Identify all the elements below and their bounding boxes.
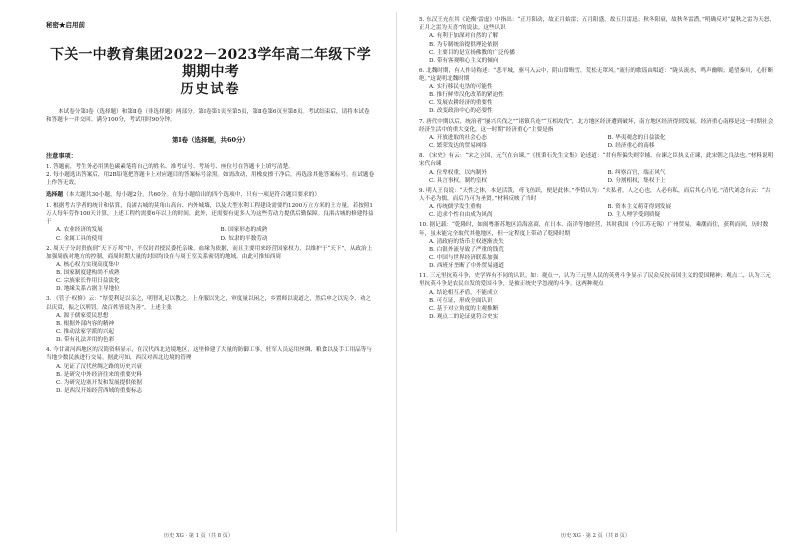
answer-option: B. 为专制统治提供理论依据: [429, 41, 499, 48]
answer-option: D. 奴隶的半数劳动: [220, 235, 268, 242]
answer-option: B. 资本主义萌芽得到发展: [607, 204, 672, 211]
answer-option: C. 为研究边塞开发和发展提供依据: [56, 379, 142, 386]
exam-intro: 本试卷分第Ⅰ卷（选择题）和第Ⅱ卷（非选择题）两部分。第Ⅰ卷第1页至第5页，第Ⅱ卷第6页至第8页。考试结束后，请将本试卷和答题卡一并交回。满分100分，考试用时90分钟。: [46, 109, 370, 124]
answer-option: D. 观点二的论证更符合史实: [429, 313, 499, 320]
answer-option: D. 西班牙垄断了中外贸易通道: [429, 263, 504, 270]
section-description: （本大题共30小题，每小题2分，共60分。在每小题给出的四个选项中，只有一项是符合题目要求的）: [63, 192, 321, 199]
question-item: [419, 187, 776, 220]
answer-option: A. 传统儒学发生重构: [429, 204, 482, 211]
answer-option: A. 位卑权重，以内制外: [429, 169, 487, 176]
answer-option: A. 源于儒家爱民思想: [56, 312, 109, 319]
answer-option: A. 实行移民屯垦的可能性: [429, 84, 493, 91]
answer-option: B. 纠察百官，端正风气: [607, 169, 666, 176]
answer-option: B. 华夷观念的日益淡化: [607, 134, 666, 141]
question-item: [46, 202, 375, 243]
notes-title: 注意事项：: [46, 152, 77, 160]
option-list: [419, 83, 776, 115]
question-item: [419, 221, 776, 270]
answer-option: C. 繁荣发达的贸易网络: [429, 143, 487, 150]
option-list: [419, 289, 776, 321]
answer-option: B. 国家制度建构尚不成熟: [56, 270, 120, 277]
option-list: [419, 134, 776, 150]
answer-option: C. 发展农耕经济的重要性: [429, 100, 493, 107]
question-list-right: [419, 16, 776, 321]
note-item: 2. 每小题选出答案后，用2B铅笔把答题卡上对应题目的答案标号涂黑。如需改动，用橡皮擦干净后，再选涂其他答案标号。在试题卷上作答无效。: [46, 172, 375, 187]
question-stem: 1. 根据考古学者的统计和估算，良渚古城的莫角山高台、内外城墙，以及大型水利工程建设需要约1200万立方米的土方量。若按照1万人每年劳作100天计算，上述工程约需要6年以上的时间。此外，还需要有更多人为这些劳动力提供后勤保障。良渚古城的修建得益于: [46, 202, 374, 226]
notes-block: [46, 151, 375, 188]
answer-option: B. 根据外部内容的精神: [56, 320, 115, 327]
question-stem: 2. 周天子分封贵族到“天下万邦”中，不仅封君授民委托亲缘，血缘为依据，而且主要用来经营国家权力，以维护于“天下”。从政治上加强周族对地方的控制，商周时期大量的封国均设在与周王室关系密切的地域。由此可推知西周: [46, 245, 373, 260]
answer-option: D. 是西汉开始经营西域的重要标志: [56, 387, 143, 394]
answer-option: C. 中国与世界经济联系加强: [429, 254, 499, 261]
answer-option: A. 有利于加深对自然的了解: [429, 33, 499, 40]
option-list: [419, 203, 776, 219]
option-list: [419, 238, 776, 270]
answer-option: B. 国家形态的成熟: [220, 227, 268, 234]
option-list: [46, 363, 375, 395]
question-stem: 9. 明人王良说：“天性之体，本是活泼，鸢飞鱼跃，便是此体。”李贽认为：“夫私者，人之心也，人必有私，而后其心乃见。”清代刘念台云：“古人不必为儒，而后乃可为圣贤。”材料反映了当时: [419, 187, 771, 202]
question-stem: 11. 三元里抗英斗争，史学界有不同的认识。如：观点一，认为三元里人民的英勇斗争显示了民众反抗帝国主义的爱国精神；观点二，认为三元里抗英斗争是农民自发的爱国斗争，是被正统史学忽视的斗争。这两种观点: [419, 273, 771, 288]
answer-option: A. 核心权力实现高度集中: [56, 262, 120, 269]
answer-option: B. 白银外流导致了严重的钱荒: [429, 246, 504, 253]
answer-option: C. 具言事权，制约皇权: [429, 177, 487, 184]
answer-option: A. 清政府的货币主权逐渐丧失: [429, 238, 504, 245]
answer-option: A. 农业经济的发展: [56, 227, 103, 234]
page-footer: 历史 XG · 第 2 页（共 8 页）: [560, 533, 631, 539]
answer-option: C. 推动法家学派的兴起: [56, 329, 114, 335]
note-item: 1. 答题前，考生务必用黑色碳素笔将自己的姓名、准考证号、考场号、座位号在答题卡上填写清楚。: [46, 163, 294, 170]
question-item: [419, 16, 776, 65]
question-stem: 7. 唐代中期以后，统治者“屡兴兵伐之”“诸镇兵连”“互相攻伐”，北方地区经济遭到破坏，南方地区经济得到发展，经济重心南移是这一时期社会经济生活中的重大变化，这一时期“经济重心”主要是指: [419, 118, 774, 133]
option-list: [46, 312, 375, 344]
answer-option: B. 可互证，形成全面认识: [429, 297, 493, 304]
answer-option: A. 结论相互矛盾，不能成立: [429, 289, 499, 296]
answer-option: C. 宗族家长作用日益淡化: [56, 278, 120, 285]
answer-option: A. 开放进取的社会心态: [429, 134, 487, 141]
exam-subtitle: 历史试卷: [180, 82, 241, 97]
answer-option: C. 金属工具的使用: [56, 235, 103, 242]
question-stem: 6. 北魏时期，有人作诗称述：“悲平城，驱马入云中，阴山常晦雪，荒松无罩风。”流行的歌谣由唱道：“陇头流水，鸣声幽咽；遥望秦川，心肝断绝。”这说明北魏时期: [419, 67, 774, 82]
answer-option: D. 经济重心的南移: [607, 143, 655, 150]
answer-option: D. 带有礼法并用的色彩: [56, 337, 115, 344]
secret-mark: 秘密★启用前: [46, 21, 85, 29]
question-stem: 4. 今甘肃河西地区的汉简资料显示，在汉代西北边境地区，这里修建了大量的防御工事，驻军人员运用丝绸、粮食以及手工用品等与当地少数民族进行交易。据此可知，西汉对西北边境的管理: [46, 347, 372, 362]
answer-option: C. 追求个性自由成为风尚: [429, 212, 493, 219]
option-list: [419, 169, 776, 185]
question-stem: 8. 《宋史》有云：“宋之立国，元气在台谏。”《扭秉石先生文集》论述道：“君有所偏失则宰辅、台谏之臣执义正谏，此宋朝之良法也。”材料说明宋代台谏: [419, 153, 774, 168]
question-item: [419, 272, 776, 321]
question-stem: 10. 据记载：“乾隆时，如闽粤浙苏地区沿海富商，在日本、南洋等地经营，其时我国（今江苏无锡）广州贸易，乘潮而往，获利而回，历时数年，虽未能完全取代其他地区，但一定程度上带动了乾隆时期: [419, 222, 769, 237]
question-item: [419, 67, 776, 116]
option-list: [419, 32, 776, 64]
section-label: 选择题: [46, 192, 64, 199]
section-heading: [46, 191, 375, 199]
page-footer: 历史 XG · 第 1 页（共 8 页）: [163, 533, 234, 539]
answer-option: D. 改变政治中心的必要性: [429, 108, 493, 115]
answer-option: C. 主要目的是宣扬佛教的广泛传播: [429, 49, 515, 56]
question-stem: 3. 《管子·权修》云：“厚爱利足以亲之，明智礼足以教之。上身服以先之，审度量以闲之，乡置师以说道之，然后申之以宪令，劝之以庆赏，振之以刑罚。故百姓皆说为善”。上述主张: [46, 296, 372, 311]
part-1-title: 第Ⅰ卷（选择题，共60分）: [171, 135, 250, 144]
question-item: [46, 295, 375, 344]
option-list: [46, 226, 375, 242]
answer-option: D. 带有客观唯心主义的倾向: [429, 57, 499, 64]
page-2: [397, 0, 794, 544]
answer-option: B. 推行鲜卑汉化改革的紧迫性: [429, 92, 504, 99]
question-item: [419, 118, 776, 151]
question-item: [46, 245, 375, 294]
answer-option: D. 主人理学受到质疑: [607, 212, 661, 219]
question-stem: 5. 东汉王充在其《论衡·雷虚》中指出：“正月阳动，故正月始雷；五月阳盛，故五月雷迅；秋冬阳衰，故秋冬雷潜。”明确反对“夏秋之雷为天怒，正月之雷为天喜”的说法。这些认识: [419, 17, 775, 32]
option-list: [46, 261, 375, 293]
answer-option: D. 分割相权，集权于上: [607, 177, 666, 184]
question-list-left: [46, 202, 375, 395]
answer-option: A. 见证了汉代丝绸之路的历史兴衰: [56, 363, 142, 370]
question-item: [46, 346, 375, 395]
question-item: [419, 152, 776, 185]
answer-option: D. 地缘关系占据主导地位: [56, 286, 120, 293]
answer-option: B. 是研究中外经济往来的重要史料: [56, 371, 142, 378]
answer-option: C. 基于对立角度的主观推断: [429, 305, 499, 312]
exam-title: 下关一中教育集团2022－2023学年高二年级下学期期中考: [50, 47, 371, 80]
